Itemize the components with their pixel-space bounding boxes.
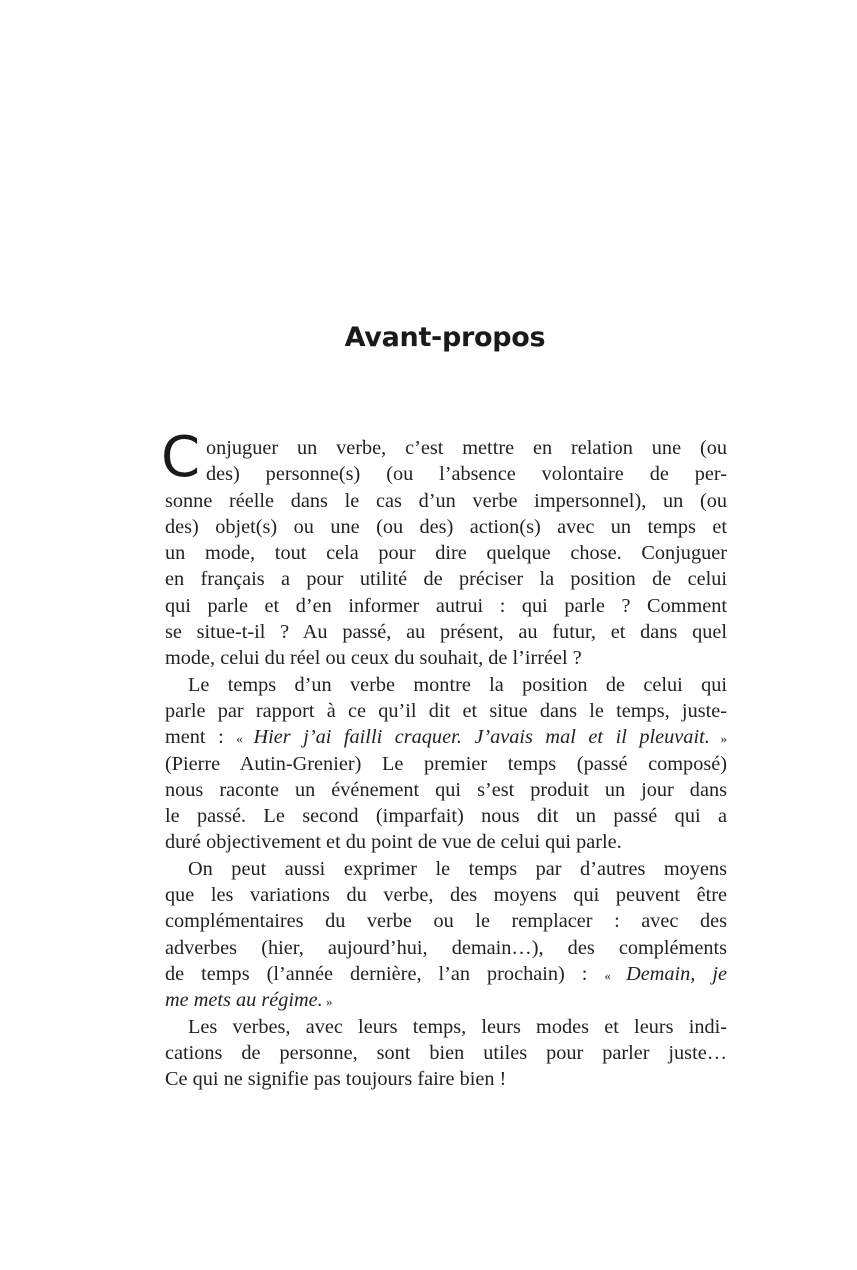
text-line <box>165 961 727 987</box>
text-segment: ment : <box>165 726 237 749</box>
text-segment: qui parle et d’en informer autrui : qui parle ? Comment <box>165 594 727 617</box>
text-segment: Les verbes, avec leurs temps, leurs modes et leurs indi- <box>188 1015 727 1038</box>
text-segment: un mode, tout cela pour dire quelque chose. Conjuguer <box>165 542 727 565</box>
page-title: Avant-propos <box>344 322 546 353</box>
text-segment: Ce qui ne signifie pas toujours faire bien ! <box>165 1068 507 1091</box>
text-segment: que les variations du verbe, des moyens qui peuvent être <box>165 884 727 907</box>
text-line <box>165 908 727 934</box>
text-segment: nous raconte un événement qui s’est produit un jour dans <box>165 778 727 801</box>
guillemet: « <box>604 967 627 983</box>
text-segment: le passé. Le second (imparfait) nous dit un passé qui a <box>165 805 727 828</box>
text-segment: (Pierre Autin-Grenier) Le premier temps (passé composé) <box>165 752 727 775</box>
text-line <box>165 698 727 724</box>
text-line <box>165 751 727 777</box>
drop-cap: C <box>161 425 201 490</box>
text-line <box>165 645 727 671</box>
text-line <box>165 593 727 619</box>
guillemet: » <box>322 994 333 1010</box>
text-line <box>165 672 727 698</box>
text-segment: sonne réelle dans le cas d’un verbe impersonnel), un (ou <box>165 489 727 512</box>
text-line <box>165 461 727 487</box>
text-line <box>165 514 727 540</box>
text-line <box>165 882 727 908</box>
quote-text: me mets au régime. <box>165 989 323 1012</box>
text-line <box>165 724 727 750</box>
text-line <box>165 540 727 566</box>
text-line <box>165 488 727 514</box>
body-text <box>165 435 727 1092</box>
text-segment: Le temps d’un verbe montre la position de celui qui <box>188 673 727 696</box>
quote-text: Hier j’ai failli craquer. J’avais mal et il pleuvait. <box>253 726 710 749</box>
text-line <box>165 1014 727 1040</box>
text-line <box>165 619 727 645</box>
guillemet: » <box>709 731 727 747</box>
text-line <box>165 803 727 829</box>
quote-text: Demain, je <box>626 962 727 985</box>
guillemet: « <box>236 731 254 747</box>
text-segment: adverbes (hier, aujourd’hui, demain…), des compléments <box>165 936 727 959</box>
text-line <box>165 435 727 461</box>
text-segment: duré objectivement et du point de vue de celui qui parle. <box>165 831 622 854</box>
text-segment: parle par rapport à ce qu’il dit et situe dans le temps, juste- <box>165 699 727 722</box>
text-line <box>165 856 727 882</box>
text-segment: mode, celui du réel ou ceux du souhait, de l’irréel ? <box>165 647 582 670</box>
text-line <box>165 777 727 803</box>
text-segment: en français a pour utilité de préciser la position de celui <box>165 568 727 591</box>
text-line <box>165 829 727 855</box>
text-segment: On peut aussi exprimer le temps par d’autres moyens <box>188 857 727 880</box>
text-segment: complémentaires du verbe ou le remplacer : avec des <box>165 910 727 933</box>
text-segment: se situe-t-il ? Au passé, au présent, au futur, et dans quel <box>165 621 727 644</box>
text-line <box>165 1040 727 1066</box>
text-segment: des) objet(s) ou une (ou des) action(s) avec un temps et <box>165 515 727 538</box>
text-line <box>165 566 727 592</box>
text-segment: de temps (l’année dernière, l’an prochain) : <box>165 962 605 985</box>
text-segment: onjuguer un verbe, c’est mettre en relation une (ou <box>206 437 727 459</box>
text-line <box>165 1066 727 1092</box>
text-line <box>165 987 727 1013</box>
text-line <box>165 935 727 961</box>
text-segment: cations de personne, sont bien utiles pour parler juste… <box>165 1041 727 1064</box>
text-segment: des) personne(s) (ou l’absence volontaire de per- <box>206 463 727 486</box>
